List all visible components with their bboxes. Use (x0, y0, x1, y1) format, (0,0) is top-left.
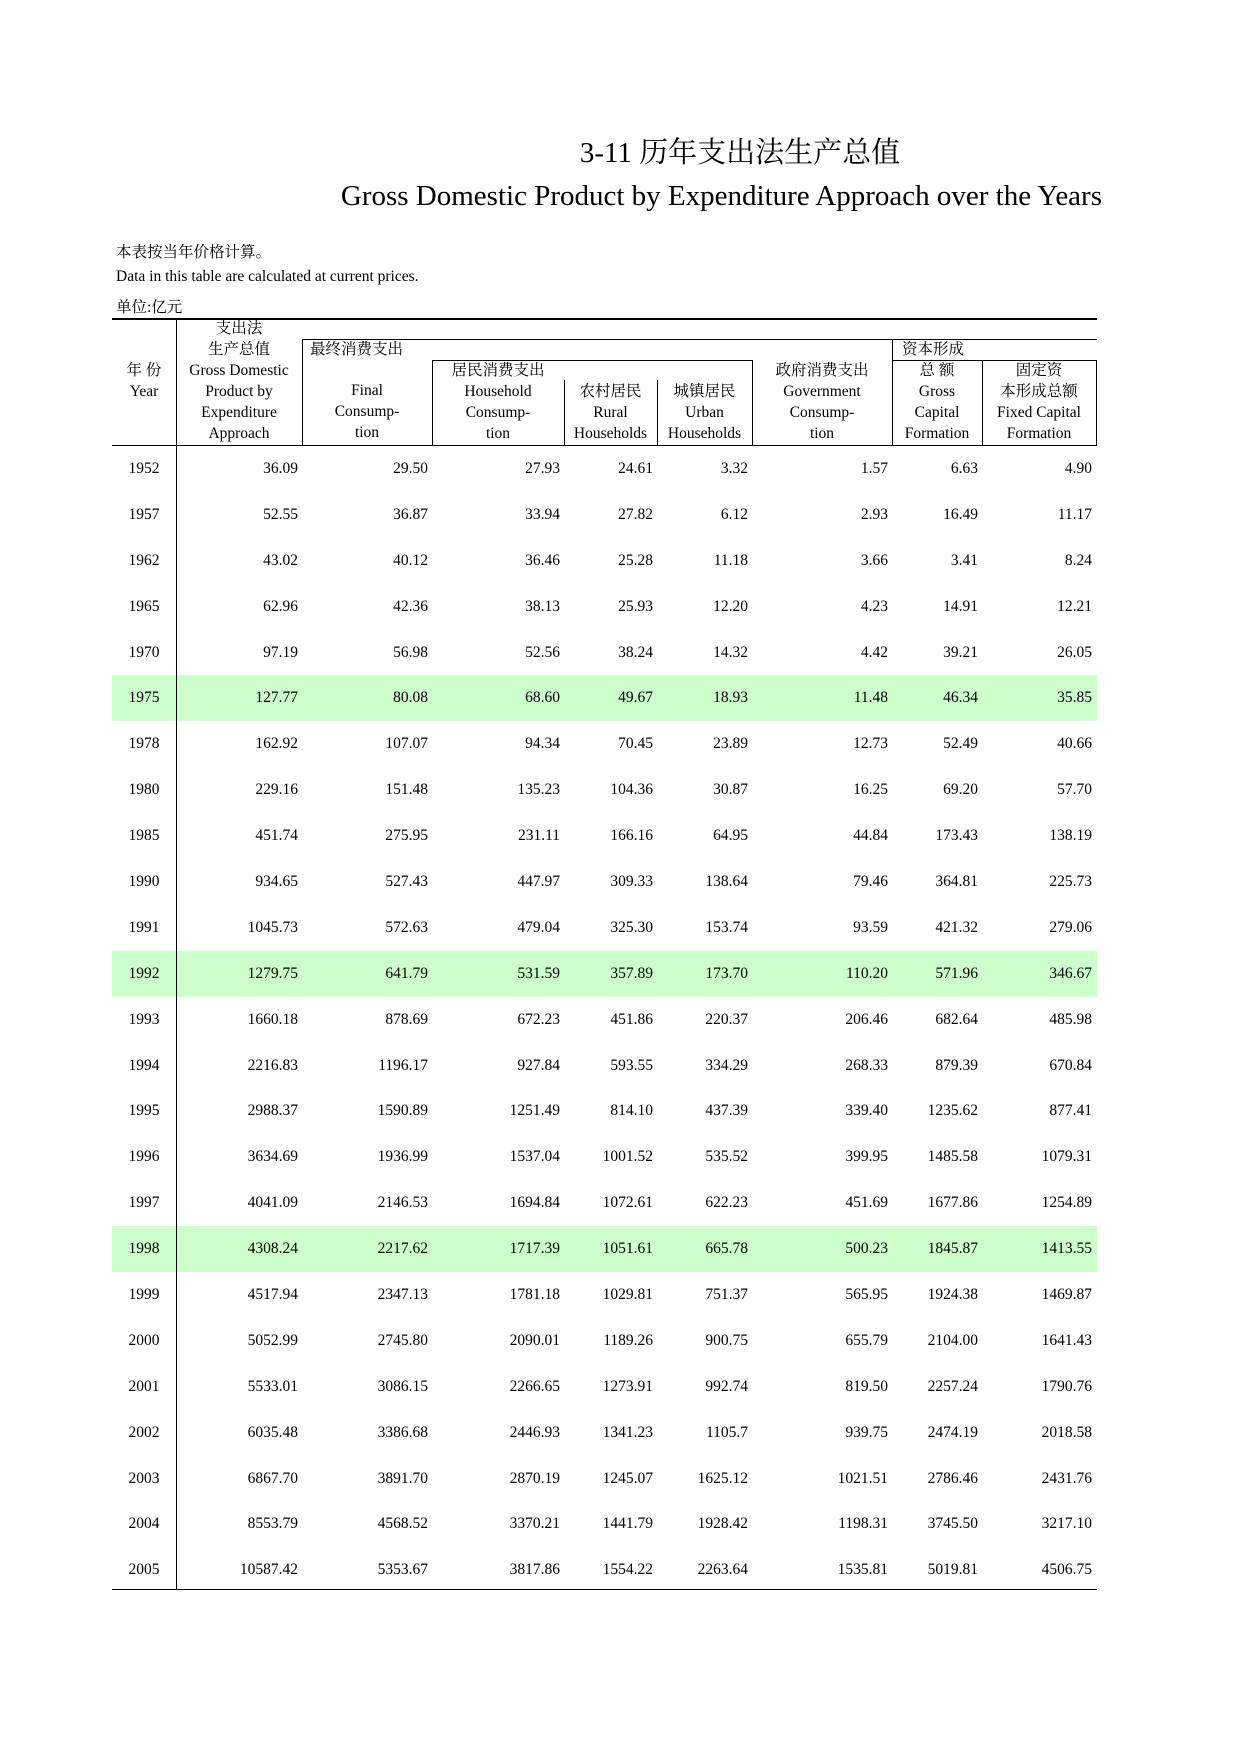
cell-final-consumption: 527.43 (385, 873, 428, 891)
cell-urban: 14.32 (713, 643, 748, 661)
cell-gdp: 8553.79 (247, 1515, 298, 1533)
cell-final-consumption: 42.36 (393, 597, 428, 615)
cell-fixed-capital: 11.17 (1057, 505, 1092, 523)
cell-gross-capital: 364.81 (935, 873, 978, 891)
cell-gross-capital: 879.39 (935, 1056, 978, 1074)
cell-gdp: 229.16 (255, 781, 298, 799)
cell-year: 1998 (128, 1240, 160, 1258)
table-header (112, 318, 1097, 446)
cell-gdp: 4517.94 (247, 1286, 298, 1304)
cell-household: 1717.39 (509, 1240, 560, 1258)
cell-fixed-capital: 4506.75 (1041, 1561, 1092, 1579)
cell-gross-capital: 1924.38 (927, 1286, 978, 1304)
cell-year: 1993 (128, 1010, 160, 1028)
table-row (112, 813, 1097, 859)
cell-rural: 104.36 (610, 781, 653, 799)
cell-urban: 220.37 (705, 1010, 748, 1028)
cell-government: 44.84 (853, 827, 888, 845)
cell-gdp: 36.09 (263, 460, 298, 477)
cell-rural: 27.82 (618, 505, 653, 523)
cell-gross-capital: 39.21 (943, 643, 978, 661)
cell-urban: 535.52 (705, 1148, 748, 1166)
cell-gross-capital: 1677.86 (927, 1194, 978, 1212)
cell-gdp: 451.74 (255, 827, 298, 845)
cell-urban: 900.75 (705, 1331, 748, 1349)
cell-gdp: 6035.48 (247, 1423, 298, 1441)
cell-government: 12.73 (853, 735, 888, 753)
cell-gross-capital: 1845.87 (927, 1240, 978, 1258)
table-row (112, 1410, 1097, 1456)
table-row (112, 538, 1097, 584)
cell-household: 94.34 (525, 735, 560, 753)
cell-fixed-capital: 26.05 (1057, 643, 1092, 661)
cell-year: 1996 (128, 1148, 160, 1166)
cell-gdp: 4308.24 (247, 1240, 298, 1258)
table-row (112, 1501, 1097, 1547)
cell-urban: 992.74 (705, 1377, 748, 1395)
cell-household: 3370.21 (509, 1515, 560, 1533)
cell-final-consumption: 275.95 (385, 827, 428, 845)
cell-government: 11.48 (853, 689, 888, 707)
cell-year: 1965 (128, 597, 160, 615)
cell-rural: 1554.22 (602, 1561, 653, 1579)
header-household: 居民消费支出 Household Consump- tion (451, 362, 545, 442)
table-row (112, 859, 1097, 905)
cell-year: 2005 (128, 1561, 160, 1579)
cell-fixed-capital: 877.41 (1049, 1102, 1092, 1120)
cell-rural: 1189.26 (603, 1331, 653, 1349)
cell-household: 2446.93 (509, 1423, 560, 1441)
cell-final-consumption: 40.12 (393, 551, 428, 569)
cell-rural: 1441.79 (602, 1515, 653, 1533)
cell-household: 1694.84 (509, 1194, 560, 1212)
cell-government: 4.42 (860, 643, 888, 661)
cell-household: 27.93 (525, 460, 560, 477)
cell-rural: 49.67 (618, 689, 653, 707)
cell-household: 1537.04 (509, 1148, 560, 1166)
table-row (112, 1088, 1097, 1134)
cell-gross-capital: 1485.58 (927, 1148, 978, 1166)
cell-rural: 325.30 (610, 918, 653, 936)
cell-final-consumption: 3891.70 (377, 1469, 428, 1487)
cell-gdp: 2216.83 (247, 1056, 298, 1074)
cell-rural: 25.93 (618, 597, 653, 615)
cell-gross-capital: 3745.50 (927, 1515, 978, 1533)
cell-fixed-capital: 3217.10 (1041, 1515, 1092, 1533)
cell-year: 2000 (128, 1331, 160, 1349)
cell-urban: 1105.7 (705, 1423, 748, 1441)
cell-fixed-capital: 1254.89 (1041, 1194, 1092, 1212)
cell-gross-capital: 173.43 (935, 827, 978, 845)
cell-final-consumption: 29.50 (393, 460, 428, 477)
cell-final-consumption: 1196.17 (378, 1056, 428, 1074)
cell-urban: 23.89 (713, 735, 748, 753)
cell-rural: 24.61 (618, 460, 653, 477)
cell-gdp: 62.96 (263, 597, 298, 615)
cell-final-consumption: 572.63 (385, 918, 428, 936)
cell-year: 1962 (128, 551, 160, 569)
cell-government: 4.23 (860, 597, 888, 615)
cell-final-consumption: 878.69 (385, 1010, 428, 1028)
cell-household: 68.60 (525, 689, 560, 707)
cell-gdp: 97.19 (263, 643, 298, 661)
cell-gross-capital: 2257.24 (927, 1377, 978, 1395)
cell-final-consumption: 2146.53 (377, 1194, 428, 1212)
cell-gross-capital: 5019.81 (927, 1561, 978, 1579)
cell-household: 135.23 (517, 781, 560, 799)
cell-fixed-capital: 8.24 (1064, 551, 1092, 569)
cell-year: 1992 (128, 964, 160, 982)
header-final-consumption-en: Final Consump- tion (334, 382, 400, 441)
cell-household: 1251.49 (509, 1102, 560, 1120)
cell-year: 1952 (128, 460, 160, 477)
cell-urban: 665.78 (705, 1240, 748, 1258)
header-capital-formation-cn: 资本形成 (902, 341, 965, 358)
cell-final-consumption: 1936.99 (377, 1148, 428, 1166)
cell-gross-capital: 421.32 (935, 918, 978, 936)
table-row (112, 1547, 1097, 1593)
cell-government: 1021.51 (837, 1469, 888, 1487)
cell-rural: 25.28 (618, 551, 653, 569)
cell-year: 1991 (128, 918, 160, 936)
cell-fixed-capital: 40.66 (1057, 735, 1092, 753)
cell-fixed-capital: 4.90 (1064, 460, 1092, 477)
cell-government: 1535.81 (837, 1561, 888, 1579)
table-row (112, 630, 1097, 676)
cell-rural: 593.55 (610, 1056, 653, 1074)
cell-fixed-capital: 12.21 (1057, 597, 1092, 615)
cell-gross-capital: 571.96 (935, 964, 978, 982)
cell-final-consumption: 80.08 (393, 689, 428, 707)
cell-household: 1781.18 (509, 1286, 560, 1304)
cell-gross-capital: 1235.62 (927, 1102, 978, 1120)
note-en: Data in this table are calculated at current prices. (116, 268, 419, 285)
cell-rural: 1245.07 (602, 1469, 653, 1487)
table-row (112, 1043, 1097, 1089)
cell-gross-capital: 52.49 (943, 735, 978, 753)
cell-household: 38.13 (525, 597, 560, 615)
cell-year: 2003 (128, 1469, 160, 1487)
cell-gross-capital: 46.34 (943, 689, 978, 707)
cell-urban: 1625.12 (697, 1469, 748, 1487)
table-row (112, 1318, 1097, 1364)
cell-gdp: 5533.01 (247, 1377, 298, 1395)
cell-final-consumption: 641.79 (385, 964, 428, 982)
cell-household: 231.11 (517, 827, 560, 845)
cell-gross-capital: 69.20 (943, 781, 978, 799)
cell-fixed-capital: 1079.31 (1041, 1148, 1092, 1166)
table-row (112, 951, 1097, 997)
cell-fixed-capital: 670.84 (1049, 1056, 1092, 1074)
cell-year: 1985 (128, 827, 160, 845)
table-body (112, 446, 1097, 1593)
cell-government: 3.66 (860, 551, 888, 569)
cell-gross-capital: 6.63 (950, 460, 978, 477)
cell-gdp: 1279.75 (247, 964, 298, 982)
cell-gross-capital: 3.41 (950, 551, 978, 569)
cell-gdp: 5052.99 (247, 1331, 298, 1349)
cell-government: 16.25 (853, 781, 888, 799)
cell-gdp: 10587.42 (239, 1561, 298, 1579)
cell-government: 110.20 (845, 964, 888, 982)
cell-final-consumption: 2217.62 (377, 1240, 428, 1258)
cell-household: 33.94 (525, 505, 560, 523)
cell-fixed-capital: 346.67 (1049, 964, 1092, 982)
cell-final-consumption: 151.48 (385, 781, 428, 799)
cell-gross-capital: 2474.19 (927, 1423, 978, 1441)
cell-government: 339.40 (845, 1102, 888, 1120)
cell-final-consumption: 2745.80 (377, 1331, 428, 1349)
cell-government: 500.23 (845, 1240, 888, 1258)
cell-gdp: 3634.69 (247, 1148, 298, 1166)
cell-rural: 1072.61 (602, 1194, 653, 1212)
cell-final-consumption: 3386.68 (377, 1423, 428, 1441)
cell-gdp: 2988.37 (247, 1102, 298, 1120)
table-row (112, 446, 1097, 492)
cell-urban: 3.32 (720, 460, 748, 477)
cell-urban: 334.29 (705, 1056, 748, 1074)
cell-government: 939.75 (845, 1423, 888, 1441)
cell-gdp: 127.77 (255, 689, 298, 707)
table-row (112, 1134, 1097, 1180)
cell-final-consumption: 107.07 (385, 735, 428, 753)
cell-rural: 166.16 (610, 827, 653, 845)
cell-urban: 64.95 (713, 827, 748, 845)
header-gross-capital: 总 额 Gross Capital Formation (904, 362, 970, 442)
table-row (112, 1180, 1097, 1226)
table-row (112, 721, 1097, 767)
note-cn: 本表按当年价格计算。 (116, 244, 272, 261)
cell-final-consumption: 3086.15 (377, 1377, 428, 1395)
cell-rural: 814.10 (610, 1102, 653, 1120)
cell-year: 2004 (128, 1515, 160, 1533)
cell-year: 1957 (128, 505, 160, 523)
cell-rural: 1051.61 (602, 1240, 653, 1258)
cell-urban: 6.12 (720, 505, 748, 523)
page-title-en: Gross Domestic Product by Expenditure Approach over the Years (340, 180, 1102, 212)
cell-urban: 11.18 (713, 551, 748, 569)
cell-year: 1970 (128, 643, 160, 661)
cell-urban: 138.64 (705, 873, 748, 891)
cell-year: 2001 (128, 1377, 160, 1395)
cell-urban: 751.37 (705, 1286, 748, 1304)
cell-household: 672.23 (517, 1010, 560, 1028)
table-row (112, 492, 1097, 538)
cell-year: 1995 (128, 1102, 160, 1120)
cell-urban: 173.70 (705, 964, 748, 982)
cell-government: 2.93 (860, 505, 888, 523)
cell-government: 206.46 (845, 1010, 888, 1028)
cell-fixed-capital: 2018.58 (1041, 1423, 1092, 1441)
cell-gdp: 934.65 (255, 873, 298, 891)
cell-gross-capital: 2104.00 (927, 1331, 978, 1349)
cell-final-consumption: 4568.52 (377, 1515, 428, 1533)
cell-final-consumption: 2347.13 (377, 1286, 428, 1304)
cell-government: 1198.31 (838, 1515, 888, 1533)
cell-year: 1994 (128, 1056, 160, 1074)
cell-gross-capital: 16.49 (943, 505, 978, 523)
cell-fixed-capital: 225.73 (1049, 873, 1092, 891)
cell-urban: 12.20 (713, 597, 748, 615)
table-row (112, 1272, 1097, 1318)
cell-gdp: 1660.18 (247, 1010, 298, 1028)
header-year: 年 份 Year (126, 362, 162, 400)
cell-final-consumption: 36.87 (393, 505, 428, 523)
cell-final-consumption: 5353.67 (377, 1561, 428, 1579)
cell-gross-capital: 14.91 (943, 597, 978, 615)
cell-government: 819.50 (845, 1377, 888, 1395)
cell-gdp: 162.92 (255, 735, 298, 753)
cell-household: 2870.19 (509, 1469, 560, 1487)
cell-gdp: 43.02 (263, 551, 298, 569)
cell-fixed-capital: 1469.87 (1041, 1286, 1092, 1304)
cell-government: 399.95 (845, 1148, 888, 1166)
cell-final-consumption: 1590.89 (377, 1102, 428, 1120)
cell-household: 36.46 (525, 551, 560, 569)
cell-rural: 1001.52 (602, 1148, 653, 1166)
cell-government: 268.33 (845, 1056, 888, 1074)
header-government: 政府消费支出 Government Consump- tion (775, 362, 869, 442)
cell-urban: 18.93 (713, 689, 748, 707)
cell-rural: 70.45 (618, 735, 653, 753)
cell-year: 1990 (128, 873, 160, 891)
cell-household: 447.97 (517, 873, 560, 891)
cell-year: 2002 (128, 1423, 160, 1441)
cell-household: 3817.86 (509, 1561, 560, 1579)
cell-household: 2266.65 (509, 1377, 560, 1395)
table-row (112, 675, 1097, 721)
cell-household: 2090.01 (509, 1331, 560, 1349)
cell-urban: 437.39 (705, 1102, 748, 1120)
cell-fixed-capital: 1413.55 (1041, 1240, 1092, 1258)
cell-fixed-capital: 35.85 (1057, 689, 1092, 707)
cell-government: 451.69 (845, 1194, 888, 1212)
cell-gdp: 1045.73 (247, 918, 298, 936)
cell-gdp: 4041.09 (247, 1194, 298, 1212)
cell-household: 479.04 (517, 918, 560, 936)
cell-fixed-capital: 138.19 (1049, 827, 1092, 845)
page-title-cn: 3-11 历年支出法生产总值 (579, 137, 901, 169)
unit-label: 单位:亿元 (116, 299, 183, 316)
cell-household: 52.56 (525, 643, 560, 661)
cell-government: 655.79 (845, 1331, 888, 1349)
cell-gdp: 6867.70 (247, 1469, 298, 1487)
table-row (112, 997, 1097, 1043)
cell-year: 1980 (128, 781, 160, 799)
cell-final-consumption: 56.98 (393, 643, 428, 661)
cell-household: 531.59 (517, 964, 560, 982)
header-fixed-capital: 固定资 本形成总额 Fixed Capital Formation (997, 362, 1081, 442)
cell-year: 1978 (128, 735, 160, 753)
cell-urban: 1928.42 (697, 1515, 748, 1533)
cell-fixed-capital: 279.06 (1049, 918, 1092, 936)
cell-household: 927.84 (517, 1056, 560, 1074)
cell-rural: 1029.81 (602, 1286, 653, 1304)
table-row (112, 767, 1097, 813)
header-final-consumption-cn: 最终消费支出 (310, 341, 404, 358)
cell-gross-capital: 682.64 (935, 1010, 978, 1028)
cell-rural: 1341.23 (602, 1423, 653, 1441)
cell-fixed-capital: 485.98 (1049, 1010, 1092, 1028)
table-row (112, 1226, 1097, 1272)
cell-rural: 38.24 (618, 643, 653, 661)
cell-rural: 357.89 (610, 964, 653, 982)
cell-urban: 622.23 (705, 1194, 748, 1212)
table-row (112, 584, 1097, 630)
cell-urban: 153.74 (705, 918, 748, 936)
cell-rural: 1273.91 (602, 1377, 653, 1395)
header-gdp: 支出法 生产总值 Gross Domestic Product by Expenditure Approach (189, 320, 289, 442)
cell-urban: 2263.64 (697, 1561, 748, 1579)
header-rural: 农村居民 Rural Households (573, 383, 648, 442)
cell-year: 1997 (128, 1194, 160, 1212)
cell-government: 79.46 (853, 873, 888, 891)
cell-year: 1999 (128, 1286, 160, 1304)
table-row (112, 905, 1097, 951)
cell-fixed-capital: 2431.76 (1041, 1469, 1092, 1487)
cell-rural: 309.33 (610, 873, 653, 891)
gdp-expenditure-table (112, 318, 1097, 1590)
table-row (112, 1456, 1097, 1502)
table-row (112, 1364, 1097, 1410)
cell-rural: 451.86 (610, 1010, 653, 1028)
cell-fixed-capital: 1641.43 (1041, 1331, 1092, 1349)
cell-government: 1.57 (860, 460, 888, 477)
header-urban: 城镇居民 Urban Households (667, 383, 742, 442)
cell-gross-capital: 2786.46 (927, 1469, 978, 1487)
cell-year: 1975 (128, 689, 160, 707)
cell-urban: 30.87 (713, 781, 748, 799)
cell-government: 565.95 (845, 1286, 888, 1304)
cell-fixed-capital: 1790.76 (1041, 1377, 1092, 1395)
cell-gdp: 52.55 (263, 505, 298, 523)
cell-fixed-capital: 57.70 (1057, 781, 1092, 799)
cell-government: 93.59 (853, 918, 888, 936)
